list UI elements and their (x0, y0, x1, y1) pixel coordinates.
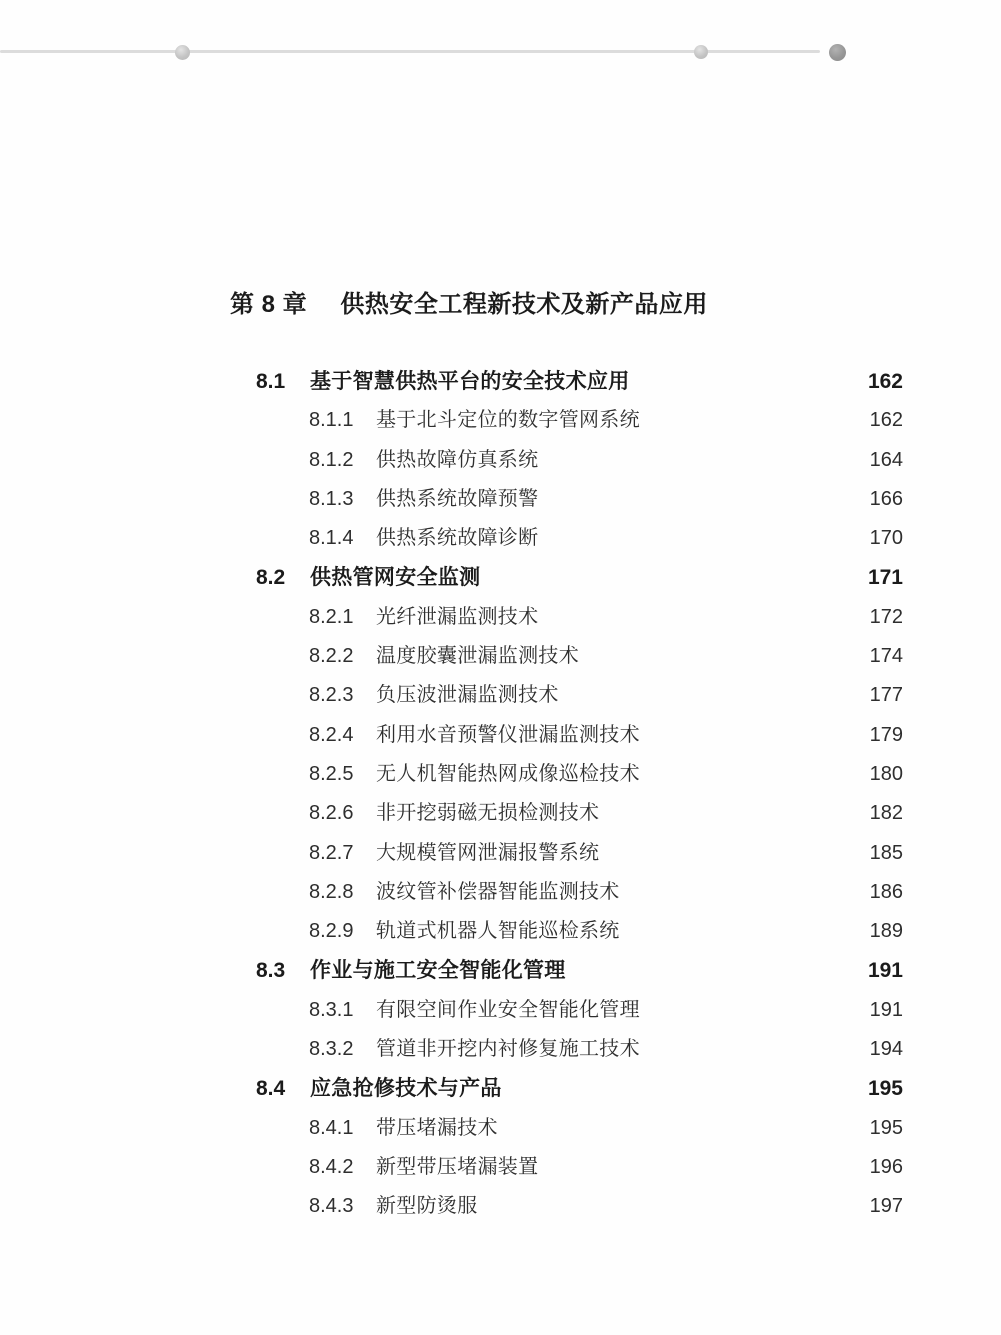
toc-number: 8.2.1 (309, 605, 354, 628)
toc-title: 供热系统故障预警 (376, 487, 539, 510)
toc-title: 供热管网安全监测 (310, 566, 481, 590)
toc-number: 8.1.4 (309, 527, 354, 550)
toc-number: 8.1.2 (309, 448, 354, 471)
toc-page: 195 (869, 1116, 903, 1139)
toc-title: 管道非开挖内衬修复施工技术 (376, 1038, 640, 1061)
toc-row (0, 480, 1001, 519)
toc-number: 8.2.6 (309, 802, 354, 825)
toc-number: 8.2.3 (309, 684, 354, 707)
toc-row (0, 1030, 1001, 1069)
toc-number: 8.4.3 (309, 1195, 354, 1218)
toc-page: 174 (869, 645, 903, 668)
toc-page: 180 (869, 762, 903, 785)
toc-row (0, 441, 1001, 480)
toc-number: 8.3 (256, 959, 286, 983)
toc-title: 大规模管网泄漏报警系统 (376, 841, 600, 864)
toc-number: 8.2 (256, 566, 286, 590)
toc-row (0, 794, 1001, 833)
chapter-title: 供热安全工程新技术及新产品应用 (340, 291, 708, 318)
chapter-heading (230, 284, 708, 319)
toc-title: 新型带压堵漏装置 (376, 1155, 539, 1178)
toc-number: 8.3.2 (309, 1038, 354, 1061)
toc-title: 作业与施工安全智能化管理 (310, 959, 566, 983)
toc-number: 8.2.8 (309, 880, 354, 903)
toc-number: 8.2.9 (309, 920, 354, 943)
toc-page: 162 (867, 370, 903, 393)
toc-title: 有限空间作业安全智能化管理 (376, 998, 640, 1021)
toc-title: 新型防烫服 (376, 1195, 478, 1218)
toc-page: 197 (869, 1195, 903, 1218)
toc-number: 8.1.3 (309, 487, 354, 510)
toc-page: 191 (869, 998, 903, 1021)
toc-number: 8.4.1 (309, 1116, 354, 1139)
toc-title: 无人机智能热网成像巡检技术 (376, 762, 640, 785)
toc-title: 供热故障仿真系统 (376, 448, 539, 471)
toc-number: 8.2.7 (309, 841, 354, 864)
toc-page: 195 (867, 1077, 903, 1101)
toc-page: 171 (867, 566, 903, 590)
toc-page: 185 (869, 841, 903, 864)
toc-title: 温度胶囊泄漏监测技术 (376, 645, 579, 668)
toc-title: 光纤泄漏监测技术 (376, 605, 539, 628)
toc-page: 196 (869, 1155, 903, 1178)
toc-list (0, 362, 1001, 1227)
toc-page: 172 (869, 605, 903, 628)
toc-row (0, 912, 1001, 951)
toc-page: 186 (869, 880, 903, 903)
toc-row (0, 1187, 1001, 1226)
toc-page: 166 (869, 487, 903, 510)
toc-row (0, 598, 1001, 637)
toc-page: 194 (869, 1038, 903, 1061)
toc-number: 8.2.5 (309, 762, 354, 785)
toc-page: 182 (869, 802, 903, 825)
toc-row (0, 1148, 1001, 1187)
toc-number: 8.1 (256, 370, 286, 393)
toc-title: 负压波泄漏监测技术 (376, 684, 559, 707)
toc-row (0, 755, 1001, 794)
toc-row (0, 558, 1001, 597)
toc-row (0, 362, 1001, 401)
toc-title: 波纹管补偿器智能监测技术 (376, 880, 620, 903)
toc-number: 8.4.2 (309, 1155, 354, 1178)
toc-page: 170 (869, 527, 903, 550)
toc-title: 带压堵漏技术 (376, 1116, 498, 1139)
toc-title: 非开挖弱磁无损检测技术 (376, 802, 600, 825)
toc-title: 利用水音预警仪泄漏监测技术 (376, 723, 640, 746)
toc-row (0, 676, 1001, 715)
toc-page: 164 (869, 448, 903, 471)
toc-row (0, 519, 1001, 558)
toc-row (0, 1069, 1001, 1108)
toc-row (0, 401, 1001, 440)
toc-row (0, 991, 1001, 1030)
toc-page: 189 (869, 920, 903, 943)
toc-page: 191 (867, 959, 903, 983)
toc-number: 8.3.1 (309, 998, 354, 1021)
decoration-dot-middle (694, 45, 708, 59)
toc-title: 应急抢修技术与产品 (310, 1077, 502, 1101)
decoration-dot-right (829, 44, 846, 61)
toc-title: 供热系统故障诊断 (376, 527, 539, 550)
toc-row (0, 834, 1001, 873)
toc-title: 基于北斗定位的数字管网系统 (376, 409, 640, 432)
toc-title: 轨道式机器人智能巡检系统 (376, 920, 620, 943)
toc-number: 8.4 (256, 1077, 286, 1101)
toc-page: 162 (869, 409, 903, 432)
toc-row (0, 873, 1001, 912)
toc-title: 基于智慧供热平台的安全技术应用 (310, 370, 630, 393)
toc-number: 8.2.4 (309, 723, 354, 746)
toc-number: 8.1.1 (309, 409, 354, 432)
toc-page: 179 (869, 723, 903, 746)
toc-row (0, 637, 1001, 676)
decoration-dot-left (175, 45, 190, 60)
chapter-label: 第 8 章 (230, 291, 308, 318)
toc-page: 177 (869, 684, 903, 707)
toc-row (0, 716, 1001, 755)
toc-row (0, 951, 1001, 990)
toc-number: 8.2.2 (309, 645, 354, 668)
toc-row (0, 1109, 1001, 1148)
